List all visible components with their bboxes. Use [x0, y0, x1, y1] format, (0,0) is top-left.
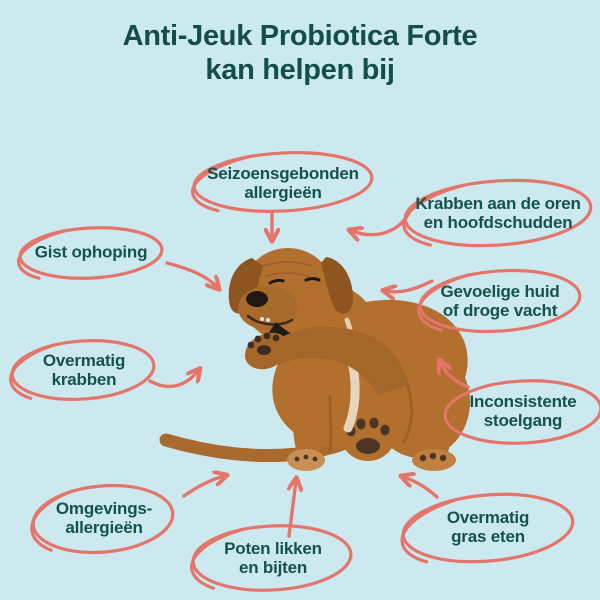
label-line: Seizoensgebonden — [207, 163, 359, 183]
arrow-gist-ophoping — [167, 263, 217, 287]
label-line: en hoofdschudden — [423, 213, 573, 232]
dog-eye-right — [306, 279, 319, 281]
label-line: Overmatig — [446, 507, 530, 527]
arrow-overmatig-krabben — [150, 371, 198, 386]
label-krabben-aan-de-oren — [415, 194, 580, 232]
label-line: Gist ophoping — [34, 242, 148, 262]
arrow-overmatig-gras — [404, 477, 437, 497]
label-line: Omgevings- — [55, 498, 153, 518]
label-line: stoelgang — [483, 411, 563, 430]
page-title — [0, 20, 600, 87]
label-line: Gevoelige huid — [440, 281, 560, 301]
label-inconsistente-stoelgang — [470, 392, 577, 430]
label-line: Inconsistente — [469, 391, 577, 411]
label-seizoensgebonden-allergieen — [207, 164, 359, 202]
label-line: allergieën — [65, 518, 143, 537]
dog-illustration — [166, 248, 487, 474]
label-line: allergieën — [244, 183, 322, 202]
label-overmatig-krabben — [43, 351, 125, 389]
page-title-line1: Anti-Jeuk Probiotica Forte — [122, 20, 478, 52]
arrow-krabben-oren — [352, 211, 410, 235]
arrow-omgevings-allergieen — [184, 476, 224, 496]
label-poten-likken-en-bijten — [224, 539, 322, 577]
label-omgevings-allergieen — [56, 499, 152, 537]
label-line: gras eten — [451, 527, 525, 546]
label-line: Poten likken — [224, 538, 322, 558]
arrow-gevoelige-huid — [386, 281, 432, 292]
label-line: krabben — [51, 370, 117, 389]
label-line: of droge vacht — [442, 301, 558, 320]
label-line: en bijten — [238, 558, 308, 577]
label-gevoelige-huid — [440, 282, 559, 320]
label-line: Overmatig — [42, 350, 126, 370]
page-title-line2: kan helpen bij — [205, 53, 395, 86]
label-gist-ophoping — [35, 242, 148, 261]
dog-nose — [246, 291, 268, 307]
label-overmatig-gras-eten — [447, 508, 529, 546]
label-line: Krabben aan de oren — [415, 193, 581, 213]
